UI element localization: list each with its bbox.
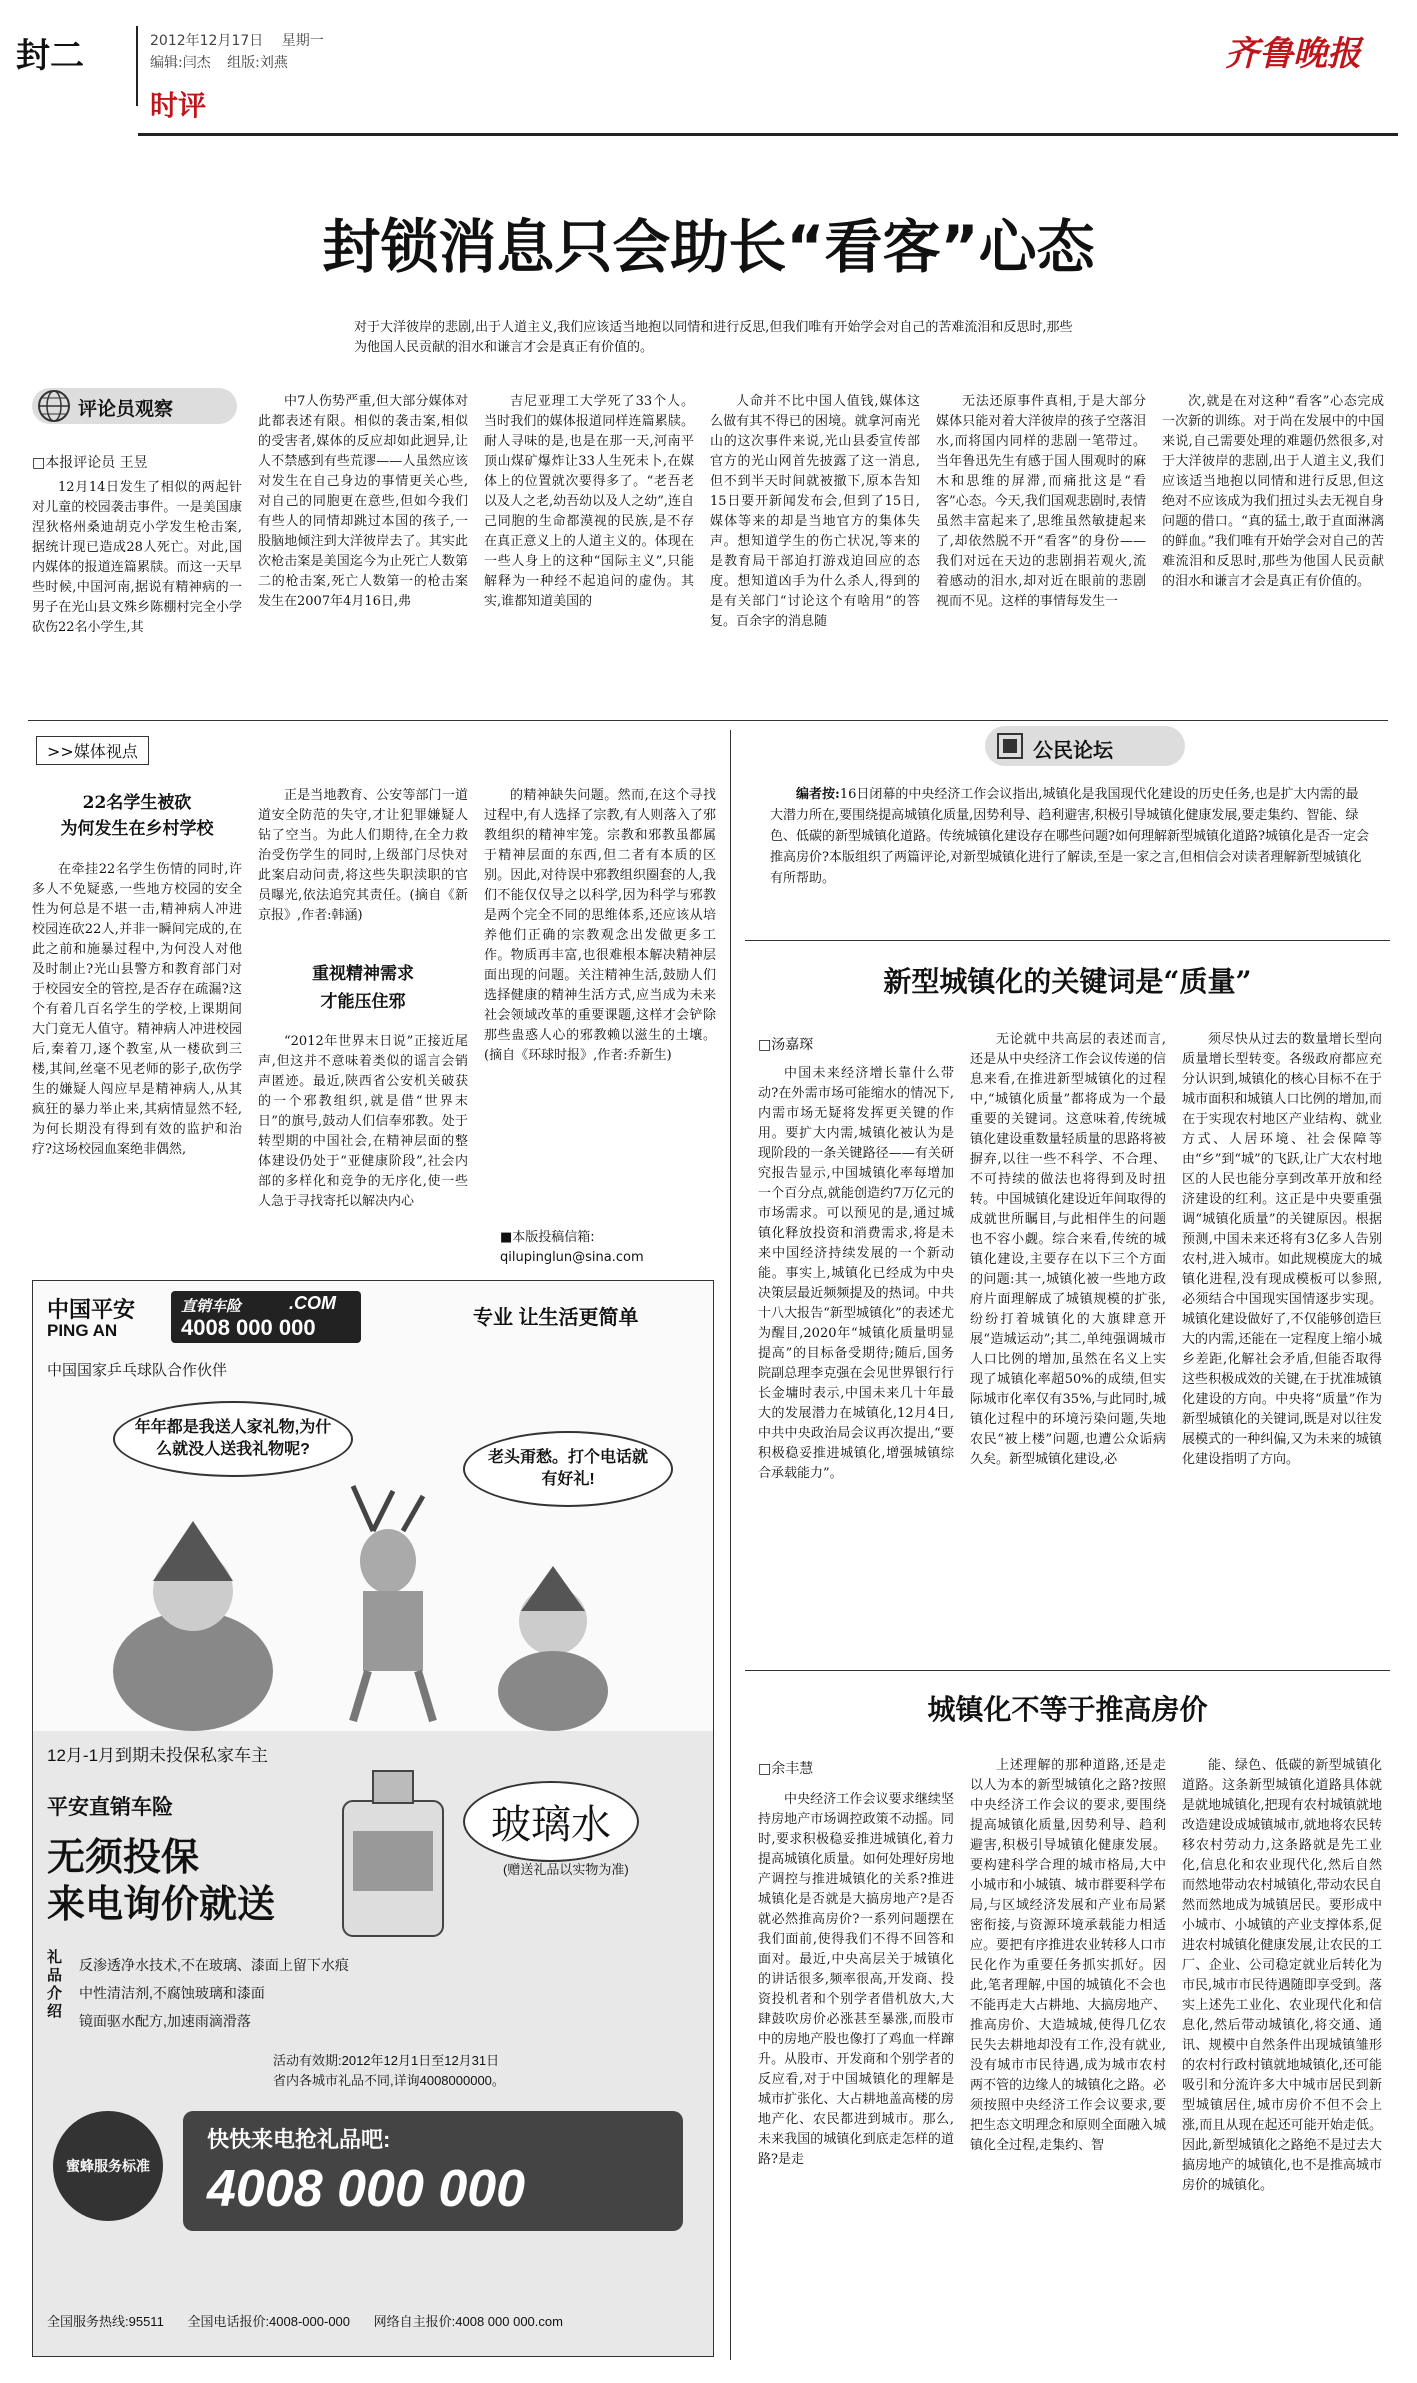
forum1-col-2 [970,1030,1166,1470]
forum2-col-3 [1182,1756,1382,2196]
santa-illustration [73,1471,693,1731]
paragraph: 次,就是在对这种“看客”心态完成一次新的训练。对于尚在发展中的中国来说,自己需要处理的难题仍然很多,对于大洋彼岸的悲剧,出于人道主义,我们应该适当地抱以同情和进行反思,但这绝对不应该成为我们扭过头去无视自身问题的借口。“真的猛士,敢于直面淋漓的鲜血。”我们唯有开始学会对自己的苦难流泪和反思时,那些为他国人民贡献的泪水和谦言才会是真正有价值的。 [1162,394,1384,589]
editor-note [770,784,1370,889]
column-name: 时评 [150,89,207,122]
feature-list [79,1951,349,2035]
forum-headline-2: 城镇化不等于推高房价 [927,1693,1208,1726]
main-col-4 [710,392,920,632]
submission-email [500,1228,644,1268]
byline: □本报评论员 王昱 [32,455,148,471]
gift-note: (赠送礼品以实物为准) [503,1862,629,1877]
forum1-col-1 [758,1064,954,1484]
paragraph: 的精神缺失问题。然而,在这个寻找过程中,有人选择了宗教,有人则落入了邪教组织的精神牢笼。宗教和邪教虽都属于精神层面的东西,但二者有本质的区别。因此,对待误中邪教组织圈套的人,我们不能仅仅导之以科学,因为科学与邪教是两个完全不同的思维体系,还应该从培养他们正确的宗教观念出发做更多工作。物质再丰富,也很难根本解决精神层面出现的问题。关注精神生活,鼓励人们选择健康的精神生活方式,应当成为未来社会领域改革的重要课题,这样才会铲除那些蛊惑人心的邪教赖以滋生的土壤。(摘自《环球时报》,作者:乔新生) [484,788,716,1063]
note-text: 16日闭幕的中央经济工作会议指出,城镇化是我国现代化建设的历史任务,也是扩大内需的最大潜力所在,要围绕提高城镇化质量,因势利导、趋利避害,积极引导城镇化健康发展,要走集约、智能、绿色、低碳的新型城镇化道路。传统城镇化建设存在哪些问题?如何理解新型城镇化道路?城镇化是否一定会推高房价?本版组织了两篇评论,对新型城镇化进行了解读,至是一家之言,但相信会对读者理解新型城镇化有所帮助。 [770,787,1369,886]
media-view-label: >>媒体视点 [36,736,149,765]
media-col-1 [32,860,242,1160]
paragraph: 12月14日发生了相似的两起针对儿童的校园袭击事件。一是美国康涅狄格州桑迪胡克小学发生枪击案,据统计现已造成28人死亡。对此,国内媒体的报道连篇累牍。而这一天早些时候,中国河南,据说有精神病的一男子在光山县文殊乡陈棚村完全小学砍伤22名小学生,其 [32,480,242,635]
paragraph: 中央经济工作会议要求继续坚持房地产市场调控政策不动摇。同时,要求积极稳妥推进城镇化,着力提高城镇化质量。如何处理好房地产调控与推进城镇化的关系?推进城镇化是否就是大搞房地产?是否就必然推高房价?一系列问题摆在我们面前,使得我们不得不回答和面对。最近,中央高层关于城镇化的讲话很多,频率很高,开发商、投资投机者和个别学者借机放大,大肆鼓吹房价必涨甚至暴涨,而股市中的房地产股也像打了鸡血一样蹿升。从股市、开发商和个别学者的反应看,对于中国城镇化的理解是城市扩张化、大占耕地盖高楼的房地产化、农民都进到城市。那么,未来我国的城镇化到底走怎样的道路?是走 [758,1792,954,2167]
forum-icon [995,731,1025,761]
call-banner[interactable] [183,2111,683,2231]
issue-date [150,30,324,50]
forum-rule-2 [745,1670,1390,1671]
ad-big-2: 来电询价就送 [47,1884,276,1926]
footer-hotline[interactable]: 全国服务热线:95511 [47,2314,164,2329]
ad-car-logo [171,1291,361,1343]
activity-line-2: 省内各城市礼品不同,详询4008000000。 [273,2073,505,2088]
forum-label: 公民论坛 [1033,738,1113,762]
service-badge: 蜜蜂服务标准 [53,2111,163,2221]
call-text: 快快来电抢礼品吧: [207,2127,391,2152]
ad-product: 平安直销车险 [47,1796,173,1819]
main-col-6 [1162,392,1384,592]
forum-headline-1: 新型城镇化的关键词是“质量” [883,965,1252,998]
paragraph: 吉尼亚理工大学死了33个人。当时我们的媒体报道同样连篇累牍。耐人寻味的是,也是在那一天,河南平顶山煤矿爆炸让33人生死未卜,在媒体上的位置就次要得多了。“老吾老以及人之老,幼吾幼以及人之幼”,连自己同胞的生命都漠视的民族,是不存在真正意义上的人道主义的。体现在一些人身上的这种“国际主义”,只能解释为一种经不起追问的虚伪。其实,谁都知道美国的 [484,394,694,609]
ad-partner: 中国国家乒乓球队合作伙伴 [47,1362,228,1379]
main-col-1 [32,478,242,638]
paragraph: 在牵挂22名学生伤情的同时,许多人不免疑惑,一些地方校园的安全性为何总是不堪一击,精神病人冲进校园连砍22人,并非一瞬间完成的,在此之前和施暴过程中,为何没人对他及时制止?光山县警方和教育部门对于校园安全的管控,是否存在疏漏?这个有着几百名学生的学校,上课期间大门竟无人值守。精神病人冲进校园后,秦着刀,逐个教室,从一楼砍到三楼,其间,丝毫不见老师的影子,砍伤学生的嫌疑人闯应早是精神病人,从其疯狂的暴力举止来,其病情显然不轻,为何长期没有得到有效的监护和治疗?这场校园血案绝非偶然, [32,862,242,1157]
media-col-2b [258,1032,468,1212]
bubble-left: 年年都是我送人家礼物,为什么就没人送我礼物呢? [113,1401,353,1477]
feature-2: 中性清洁剂,不腐蚀玻璃和漆面 [79,1985,265,2001]
paragraph: 正是当地教育、公安等部门一道道安全防范的失守,才让犯罪嫌疑人钻了空当。为此人们期待,在全力救治受伤学生的同时,上级部门尽快对此案启动问责,将这些失职渎职的官员曝光,依法追究其责任。(摘自《新京报》,作者:韩涵) [258,788,468,923]
main-col-3 [484,392,694,612]
column-label: 评论员观察 [78,398,174,420]
activity-period [273,2051,505,2091]
activity-line-1: 活动有效期:2012年12月1日至12月31日 [273,2053,500,2068]
paper-logo: 齐鲁晚报 [1225,34,1361,74]
header-rule [138,133,1398,136]
main-headline: 封锁消息只会助长“看客”心态 [322,213,1095,281]
header-divider [136,26,138,106]
paragraph: 能、绿色、低碳的新型城镇化道路。这条新型城镇化道路具体就是就地城镇化,把现有农村城镇就地改造建设成城镇城市,就地将农民转移农村劳动力,这条路就是先工业化,信息化和农业现代化,然后自然而然地带动农村城镇化,带动农民自然而然地成为城镇居民。要形成中小城市、小城镇的产业支撑体系,促进农村城镇化健康发展,让农民的工厂、企业、公司稳定就业后转化为市民,城市市民待遇随即享受到。落实上述先工业化、农业现代化和信息化,然后带动城镇化,将交通、通讯、规模中自然条件出现城镇雏形的农村行政村镇就地城镇化,还可能吸引和分流许多大中城市居民到新型城镇居住,城市房价不但不会上涨,而且从现在起还可能开始走低。因此,新型城镇化之路绝不是过去大搞房地产的城镇化,也不是推高城市房价的城镇化。 [1182,1758,1382,2193]
paragraph: 无论就中共高层的表述而言,还是从中央经济工作会议传递的信息来看,在推进新型城镇化的过程中,“城镇化质量”都将成为一个最重要的关键词。这意味着,传统城镇化建设重数量轻质量的思路将被摒弃,以往一些不科学、不合理、不可持续的做法也将得到及时扭转。中国城镇化建设近年间取得的成就世所瞩目,与此相伴生的问题也不容小觑。综合来看,传统的城镇化建设,主要存在以下三个方面的问题:其一,城镇化被一些地方政府片面理解成了城镇规模的扩张,纷纷打着城镇化的大旗肆意开展“造城运动”;其二,单纯强调城市人口比例的增加,虽然在名义上实现了城镇化率超50%的成绩,但实际城市化率仅有35%,与此同时,城镇化过程中的环境污染问题,失地农民“被上楼”问题,也遭公众诟病久矣。新型城镇化建设,必 [970,1032,1166,1467]
forum-rule [745,940,1390,941]
ad-big-1: 无须投保 [47,1837,200,1879]
main-col-2 [258,392,468,612]
column-badge [32,388,237,424]
gift-name: 玻璃水 [463,1781,639,1862]
main-col-5 [936,392,1146,612]
ad-footer [47,2311,563,2330]
media-headline-2a: 重视精神需求 [312,964,414,984]
bubble-right: 老头甭愁。打个电话就有好礼! [463,1431,673,1507]
ad-phone-big[interactable]: 4008 000 000 [207,2160,526,2218]
ad-brand: 中国平安 [47,1297,136,1322]
paragraph: 中7人伤势严重,但大部分媒体对此都表述有限。相似的袭击案,相似的受害者,媒体的反应却如此迥异,让人不禁感到有些荒谬——人虽然应该对发生在自己身边的事情更关心些,对自己的同胞更在意些,但如今我们有些人的同情却跳过本国的孩子,一股脑地倾注到大洋彼岸去了。其实此次枪击案是美国迄今为止死亡人数第二的枪击案,死亡人数第一的枪击案发生在2007年4月16日,弗 [258,394,468,609]
ad-brand-en: PING AN [47,1321,118,1340]
insurance-ad[interactable] [32,1280,714,2357]
forum1-col-3 [1182,1030,1382,1470]
feature-3: 镜面驱水配方,加速雨滴滑落 [79,2013,251,2029]
car-logo-text: 直销车险 [181,1298,242,1315]
email-address[interactable]: qilupinglun@sina.com [500,1250,644,1265]
media-col-2 [258,786,468,926]
forum-byline-1: □汤嘉琛 [758,1037,814,1053]
com-text: .COM [289,1293,336,1313]
forum2-col-2 [970,1756,1166,2156]
weekday: 星期一 [281,33,324,49]
section-rule [28,720,1388,721]
forum2-col-1 [758,1790,954,2170]
gift-intro: 礼品介绍 [47,1949,63,2020]
paragraph: 须尽快从过去的数量增长型向质量增长型转变。各级政府都应充分认识到,城镇化的核心目标不在于城市面积和城镇人口比例的增加,而在于实现农村地区产业结构、就业方式、人居环境、社会保障等由“乡”到“城”的飞跃,让广大农村地区的人民也能分享到改革开放和经济建设的红利。这正是中央要重强调“城镇化质量”的关键原因。根据预测,中国未来还将有3亿多人告别农村,进入城市。如此规模庞大的城镇化进程,没有现成模板可以参照,必须结合中国现实国情逐步实现。城镇化建设做好了,不仅能够创造巨大的内需,还能在一定程度上缩小城乡差距,化解社会矛盾,但能否取得这些积极成效的关键,在于扰准城镇化建设的方向。中央将“质量”作为新型城镇化的关键词,既是对以往发展模式的一种纠偏,又为未来的城镇化建设指明了方向。 [1182,1032,1382,1467]
globe-icon [36,388,72,424]
paragraph: 人命并不比中国人值钱,媒体这么做有其不得已的困境。就拿河南光山的这次事件来说,光山县委宣传部官方的光山网首先披露了这一消息,但不到半天时间就被撤下,原本告知15日要开新闻发布会,但到了15日,媒体等来的却是当地官方的集体失声。想知道学生的伤亡状况,等来的是教育局干部迫打游戏迫回应的态度。想知道凶手为什么杀人,得到的是有关部门“讨论这个有啥用”的答复。百余字的消息随 [710,394,920,629]
paragraph: 中国未来经济增长靠什么带动?在外需市场可能缩水的情况下,内需市场无疑将发挥更关键的作用。要扩大内需,城镇化被认为是现阶段的一条关键路径——有关研究报告显示,中国城镇化率每增加一个百分点,就能创造约7万亿元的市场需求。可以预见的是,通过城镇化释放投资和消费需求,将是未来中国经济持续发展的一个新动能。事实上,城镇化已经成为中央决策层最近频频提及的热词。中共十八大报告“新型城镇化”的表述尤为醒目,2020年“城镇化质量明显提高”的目标备受期待;随后,国务院副总理李克强在会见世界银行行长金墉时表示,中国未来几十年最大的发展潜力在城镇化,12月4日,中共中央政治局会议再次提出,“要积极稳妥推进城镇化,增强城镇综合承载能力”。 [758,1066,954,1481]
paragraph: 上述理解的那种道路,还是走以人为本的新型城镇化之路?按照中央经济工作会议的要求,要围绕提高城镇化质量,因势利导、趋利避害,积极引导城镇化健康发展。要构建科学合理的城市格局,大中小城市和小城镇、城市群要科学布局,与区域经济发展和产业布局紧密衔接,与资源环境承载能力相适应。要把有序推进农业转移人口市民化作为重要任务抓实抓好。因此,笔者理解,中国的城镇化不会也不能再走大占耕地、大搞房地产、推高房价、大造城城,使得几亿农民失去耕地却没有工作,没有就业,没有城市市民待遇,成为城市农村两不管的边缘人的城镇化之路。必须按照中央经济工作会议要求,要把生态文明理念和原则全面融入城镇化全过程,走集约、智 [970,1758,1166,2153]
footer-quote[interactable]: 全国电话报价:4008-000-000 [187,2314,351,2329]
ad-period: 12月-1月到期未投保私家车主 [47,1746,269,1765]
ad-slogan: 专业 让生活更简单 [473,1307,639,1329]
feature-1: 反渗透净水技术,不在玻璃、漆面上留下水痕 [79,1957,349,1973]
layout-editor: 组版:刘燕 [227,55,288,71]
section-label: 封二 [16,36,84,76]
forum-byline-2: □余丰慧 [758,1761,814,1777]
bottle-icon [333,1761,453,1941]
paragraph: 无法还原事件真相,于是大部分媒体只能对着大洋彼岸的孩子空落泪水,而将国内同样的悲剧一笔带过。当年鲁迅先生有感于国人围观时的麻木和思维的屏滞,而痛批这是“看客”心态。今天,我们国观悲剧时,表情虽然丰富起来了,思维虽然敏捷起来了,却依然脱不开“看客”的身份——我们对远在天边的悲剧捐若观火,流着感动的泪水,却对近在眼前的悲剧视而不见。这样的事情每发生一 [936,394,1146,609]
media-headline-2b: 才能压住邪 [320,992,406,1012]
date: 2012年12月17日 [150,33,264,49]
forum-badge [985,726,1185,766]
editor-line [150,52,288,72]
note-label: 编者按: [796,787,840,802]
media-headline-1b: 为何发生在乡村学校 [60,819,214,839]
deck: 对于大洋彼岸的悲剧,出于人道主义,我们应该适当地抱以同情和进行反思,但我们唯有开始学会对自己的苦难流泪和反思时,那些为他国人民贡献的泪水和谦言才会是真正有价值的。 [354,320,1073,355]
media-col-3 [484,786,716,1066]
email-label: ■本版投稿信箱: [500,1230,595,1245]
media-headline-1a: 22名学生被砍 [82,793,192,813]
footer-online[interactable]: 网络自主报价:4008 000 000.com [373,2314,563,2329]
paragraph: “2012年世界末日说”正接近尾声,但这并不意味着类似的谣言会销声匿迹。最近,陕西省公安机关破获的一个邪教组织,就是借“世界末日”的旗号,鼓动人们信奉邪教。处于转型期的中国社会,在精神层面的整体建设仍处于“亚健康阶段”,社会内部的多样化和竞争的无序化,使一些人急于寻找寄托以解决内心 [258,1034,468,1209]
ad-phone-top[interactable]: 4008 000 000 [181,1315,316,1340]
forum-divider [730,730,731,2360]
media-headline-2 [258,960,468,1016]
editor: 编辑:闫杰 [150,55,211,71]
media-headline-1 [32,790,242,842]
